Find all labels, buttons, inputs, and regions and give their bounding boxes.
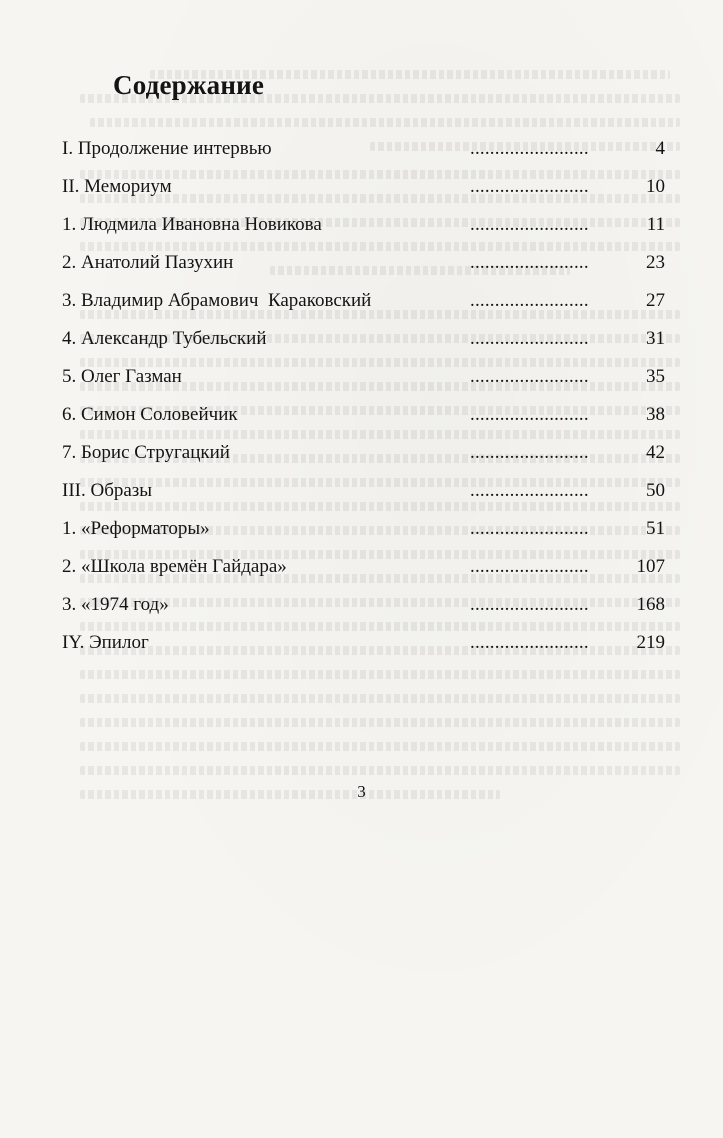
toc-dot-leader: ........................: [470, 328, 589, 349]
toc-page-number: 42: [646, 442, 665, 463]
toc-entry-label: 5. Олег Газман: [62, 366, 182, 387]
toc-entry-gazman[interactable]: [0, 363, 723, 391]
toc-dot-leader: ........................: [470, 442, 589, 463]
toc-dot-leader: ........................: [470, 518, 589, 539]
toc-page-number: 4: [655, 138, 665, 159]
toc-entry-label: I. Продолжение интервью: [62, 138, 272, 159]
toc-dot-leader: ........................: [470, 556, 589, 577]
toc-entry-gaidar-school[interactable]: [0, 553, 723, 581]
page-number: 3: [357, 782, 366, 801]
toc-entry-label: 1. «Реформаторы»: [62, 518, 210, 539]
toc-entry-reformers[interactable]: [0, 515, 723, 543]
toc-page-number: 168: [636, 594, 665, 615]
toc-dot-leader: ........................: [470, 252, 589, 273]
toc-entry-novikova[interactable]: [0, 211, 723, 239]
toc-entry-label: 6. Симон Соловейчик: [62, 404, 238, 425]
toc-entry-epilogue[interactable]: [0, 629, 723, 657]
toc-entry-soloveychik[interactable]: [0, 401, 723, 429]
toc-page-number: 50: [646, 480, 665, 501]
toc-dot-leader: ........................: [470, 480, 589, 501]
toc-page-number: 11: [646, 214, 665, 235]
toc-entry-label: III. Образы: [62, 480, 153, 501]
toc-dot-leader: ........................: [470, 290, 589, 311]
toc-entry-continuation-of-interview[interactable]: [0, 135, 723, 163]
toc-page-number: 51: [646, 518, 665, 539]
toc-dot-leader: ........................: [470, 176, 589, 197]
toc-page-number: 10: [646, 176, 665, 197]
toc-page-number: 219: [636, 632, 665, 653]
toc-dot-leader: ........................: [470, 404, 589, 425]
toc-dot-leader: ........................: [470, 366, 589, 387]
toc-dot-leader: ........................: [470, 594, 589, 615]
toc-entry-label: II. Мемориум: [62, 176, 172, 197]
toc-page-number: 107: [636, 556, 665, 577]
toc-page-number: 31: [646, 328, 665, 349]
toc-dot-leader: ........................: [470, 632, 589, 653]
toc-entry-memorium[interactable]: [0, 173, 723, 201]
toc-entry-label: 4. Александр Тубельский: [62, 328, 267, 349]
toc-entry-label: 1. Людмила Ивановна Новикова: [62, 214, 322, 235]
toc-entry-tubelsky[interactable]: [0, 325, 723, 353]
toc-dot-leader: ........................: [470, 214, 589, 235]
toc-page-number: 38: [646, 404, 665, 425]
toc-page-number: 23: [646, 252, 665, 273]
toc-entry-strugatsky[interactable]: [0, 439, 723, 467]
toc-entry-label: 3. «1974 год»: [62, 594, 169, 615]
toc-page-number: 27: [646, 290, 665, 311]
toc-entry-label: 2. «Школа времён Гайдара»: [62, 556, 287, 577]
page-title: Содержание: [113, 70, 265, 100]
toc-entry-label: 2. Анатолий Пазухин: [62, 252, 234, 273]
toc-entry-label: 3. Владимир Абрамович Караковский: [62, 290, 372, 311]
toc-entry-1974[interactable]: [0, 591, 723, 619]
toc-entry-label: IY. Эпилог: [62, 632, 149, 653]
toc-entry-label: 7. Борис Стругацкий: [62, 442, 230, 463]
toc-page-number: 35: [646, 366, 665, 387]
toc-dot-leader: ........................: [470, 138, 589, 159]
toc-entry-pazukhin[interactable]: [0, 249, 723, 277]
toc-entry-images[interactable]: [0, 477, 723, 505]
toc-entry-karakovsky[interactable]: [0, 287, 723, 315]
